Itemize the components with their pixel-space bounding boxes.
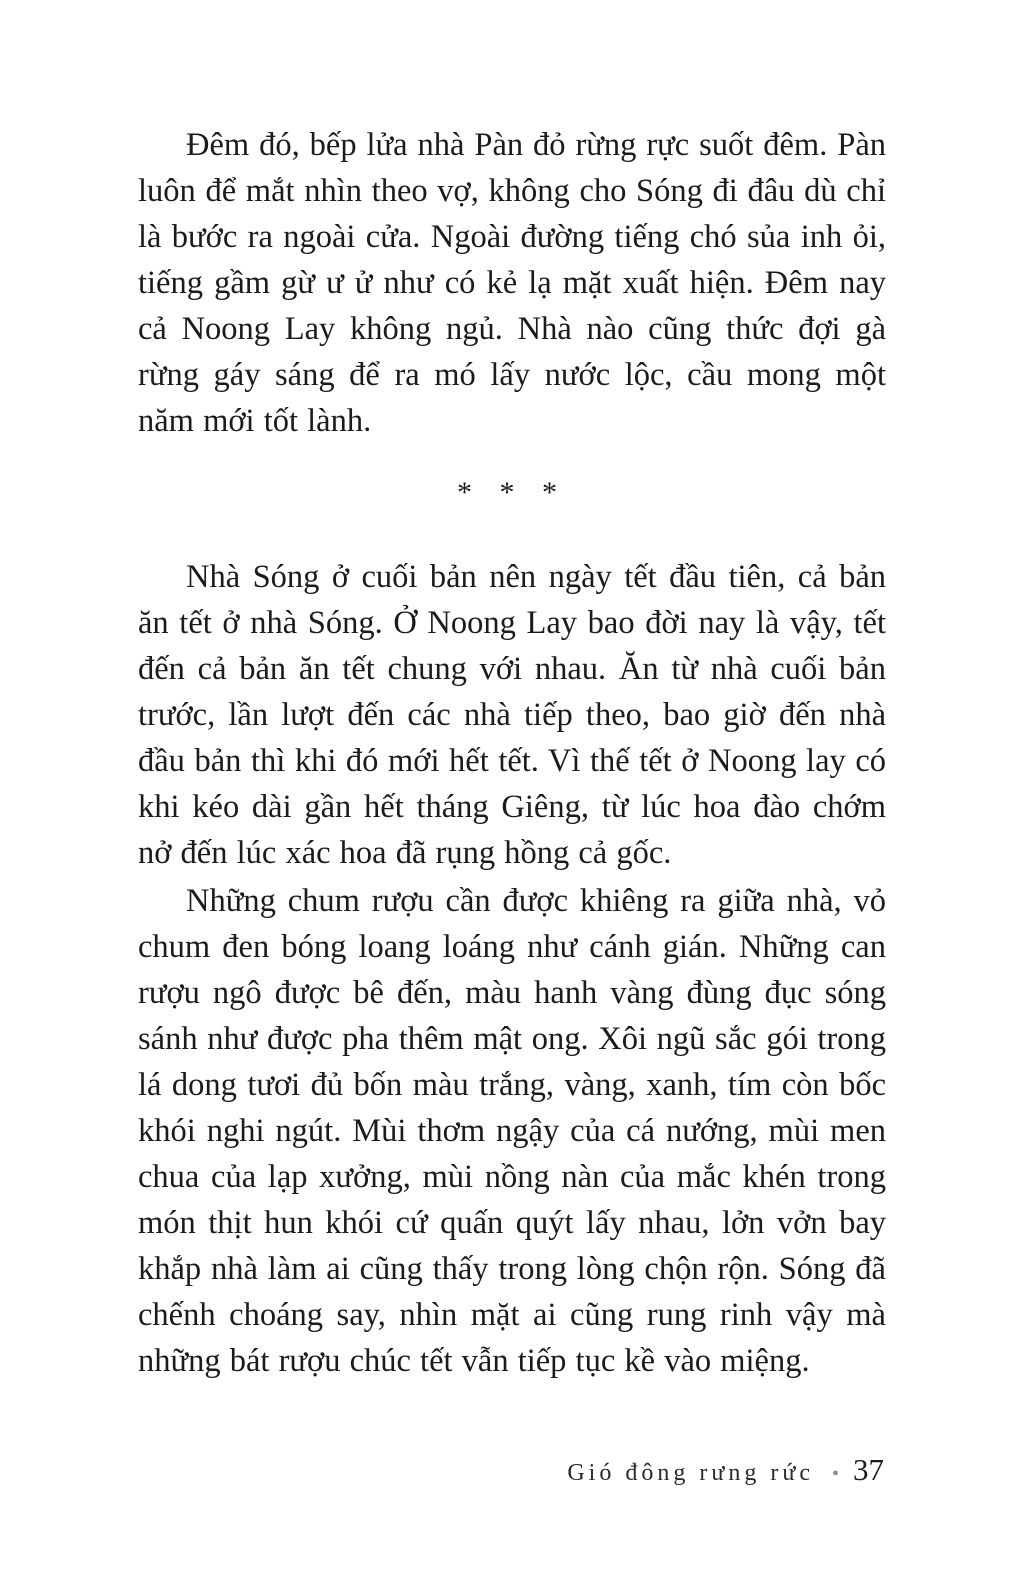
page-footer [567, 1452, 884, 1488]
page-number: 37 [853, 1452, 884, 1487]
paragraph-1: Đêm đó, bếp lửa nhà Pàn đỏ rừng rực suốt đêm. Pàn luôn để mắt nhìn theo vợ, không cho Sóng đi đâu dù chỉ là bước ra ngoài cửa. Ngoài đường tiếng chó sủa inh ỏi, tiếng gầm gừ ư ử như có kẻ lạ mặt xuất hiện. Đêm nay cả Noong Lay không ngủ. Nhà nào cũng thức đợi gà rừng gáy sáng để ra mó lấy nước lộc, cầu mong một năm mới tốt lành. [138, 127, 886, 439]
running-chapter-title: Gió đông rưng rức [567, 1460, 814, 1486]
section-separator: * * * [457, 476, 567, 509]
paragraph-3: Những chum rượu cần được khiêng ra giữa nhà, vỏ chum đen bóng loang loáng như cánh gián. Những can rượu ngô được bê đến, màu hanh vàng đùng đục sóng sánh như được pha thêm mật ong. Xôi ngũ sắc gói trong lá dong tươi đủ bốn màu trắng, vàng, xanh, tím còn bốc khói nghi ngút. Mùi thơm ngậy của cá nướng, mùi men chua của lạp xưởng, mùi nồng nàn của mắc khén trong món thịt hun khói cứ quấn quýt lấy nhau, lởn vởn bay khắp nhà làm ai cũng thấy trong lòng chộn rộn. Sóng đã chếnh choáng say, nhìn mặt ai cũng rung rinh vậy mà những bát rượu chúc tết vẫn tiếp tục kề vào miệng. [138, 883, 886, 1379]
footer-bullet-separator: • [831, 1463, 839, 1485]
paragraph-2: Nhà Sóng ở cuối bản nên ngày tết đầu tiên, cả bản ăn tết ở nhà Sóng. Ở Noong Lay bao đời nay là vậy, tết đến cả bản ăn tết chung với nhau. Ăn từ nhà cuối bản trước, lần lượt đến các nhà tiếp theo, bao giờ đến nhà đầu bản thì khi đó mới hết tết. Vì thế tết ở Noong lay có khi kéo dài gần hết tháng Giêng, từ lúc hoa đào chớm nở đến lúc xác hoa đã rụng hồng cả gốc. [138, 559, 886, 871]
text-block [138, 122, 886, 1384]
